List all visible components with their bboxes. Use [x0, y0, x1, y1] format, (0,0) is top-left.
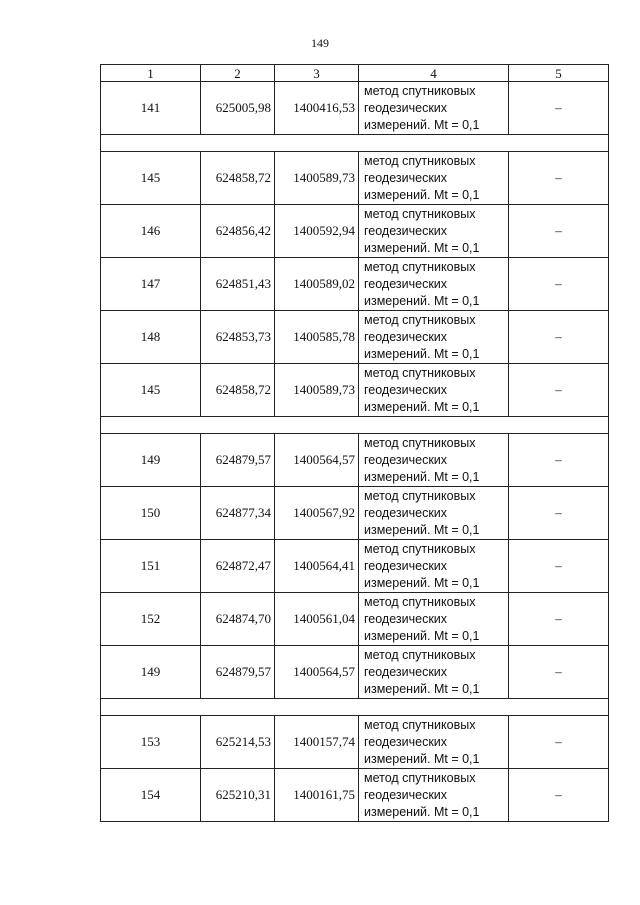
- point-number-cell: 149: [101, 646, 201, 699]
- x-coordinate-cell: 624853,73: [201, 311, 275, 364]
- group-separator-row: [101, 417, 609, 434]
- col5-cell: –: [509, 82, 609, 135]
- table-row: [101, 646, 609, 699]
- table-row: [101, 311, 609, 364]
- point-number-cell: 148: [101, 311, 201, 364]
- method-cell: метод спутниковых геодезических измерений. Mt = 0,1: [359, 205, 509, 258]
- method-cell: метод спутниковых геодезических измерений. Mt = 0,1: [359, 434, 509, 487]
- table-header: [101, 65, 609, 82]
- col5-cell: –: [509, 434, 609, 487]
- x-coordinate-cell: 625214,53: [201, 716, 275, 769]
- table-row: [101, 487, 609, 540]
- method-cell: метод спутниковых геодезических измерений. Mt = 0,1: [359, 82, 509, 135]
- point-number-cell: 145: [101, 152, 201, 205]
- table-row: [101, 434, 609, 487]
- col5-cell: –: [509, 152, 609, 205]
- y-coordinate-cell: 1400564,41: [275, 540, 359, 593]
- table-row: [101, 593, 609, 646]
- point-number-cell: 150: [101, 487, 201, 540]
- x-coordinate-cell: 624877,34: [201, 487, 275, 540]
- x-coordinate-cell: 624874,70: [201, 593, 275, 646]
- method-cell: метод спутниковых геодезических измерений. Mt = 0,1: [359, 716, 509, 769]
- table-row: [101, 205, 609, 258]
- point-number-cell: 151: [101, 540, 201, 593]
- y-coordinate-cell: 1400157,74: [275, 716, 359, 769]
- table-row: [101, 258, 609, 311]
- col5-cell: –: [509, 487, 609, 540]
- point-number-cell: 145: [101, 364, 201, 417]
- group-separator-row: [101, 135, 609, 152]
- x-coordinate-cell: 624879,57: [201, 434, 275, 487]
- y-coordinate-cell: 1400585,78: [275, 311, 359, 364]
- header-col-4: 4: [359, 65, 509, 82]
- x-coordinate-cell: 624872,47: [201, 540, 275, 593]
- separator-cell: [101, 417, 609, 434]
- header-col-1: 1: [101, 65, 201, 82]
- y-coordinate-cell: 1400564,57: [275, 434, 359, 487]
- method-cell: метод спутниковых геодезических измерений. Mt = 0,1: [359, 769, 509, 822]
- point-number-cell: 152: [101, 593, 201, 646]
- table-row: [101, 82, 609, 135]
- header-col-5: 5: [509, 65, 609, 82]
- group-separator-row: [101, 699, 609, 716]
- y-coordinate-cell: 1400561,04: [275, 593, 359, 646]
- method-cell: метод спутниковых геодезических измерений. Mt = 0,1: [359, 540, 509, 593]
- table-row: [101, 364, 609, 417]
- y-coordinate-cell: 1400589,02: [275, 258, 359, 311]
- header-col-3: 3: [275, 65, 359, 82]
- method-cell: метод спутниковых геодезических измерений. Mt = 0,1: [359, 487, 509, 540]
- col5-cell: –: [509, 364, 609, 417]
- point-number-cell: 154: [101, 769, 201, 822]
- method-cell: метод спутниковых геодезических измерений. Mt = 0,1: [359, 364, 509, 417]
- col5-cell: –: [509, 205, 609, 258]
- point-number-cell: 149: [101, 434, 201, 487]
- y-coordinate-cell: 1400589,73: [275, 152, 359, 205]
- x-coordinate-cell: 625210,31: [201, 769, 275, 822]
- method-cell: метод спутниковых геодезических измерений. Mt = 0,1: [359, 311, 509, 364]
- page-number: 149: [311, 36, 329, 50]
- x-coordinate-cell: 624858,72: [201, 364, 275, 417]
- x-coordinate-cell: 624858,72: [201, 152, 275, 205]
- header-col-2: 2: [201, 65, 275, 82]
- col5-cell: –: [509, 646, 609, 699]
- table-row: [101, 769, 609, 822]
- y-coordinate-cell: 1400416,53: [275, 82, 359, 135]
- col5-cell: –: [509, 540, 609, 593]
- y-coordinate-cell: 1400589,73: [275, 364, 359, 417]
- col5-cell: –: [509, 769, 609, 822]
- point-number-cell: 141: [101, 82, 201, 135]
- y-coordinate-cell: 1400567,92: [275, 487, 359, 540]
- col5-cell: –: [509, 593, 609, 646]
- point-number-cell: 146: [101, 205, 201, 258]
- separator-cell: [101, 135, 609, 152]
- col5-cell: –: [509, 311, 609, 364]
- x-coordinate-cell: 625005,98: [201, 82, 275, 135]
- table-row: [101, 152, 609, 205]
- separator-cell: [101, 699, 609, 716]
- point-number-cell: 153: [101, 716, 201, 769]
- method-cell: метод спутниковых геодезических измерений. Mt = 0,1: [359, 258, 509, 311]
- coordinates-table: [100, 64, 609, 822]
- table-row: [101, 716, 609, 769]
- y-coordinate-cell: 1400161,75: [275, 769, 359, 822]
- col5-cell: –: [509, 258, 609, 311]
- table-body: [101, 82, 609, 822]
- col5-cell: –: [509, 716, 609, 769]
- method-cell: метод спутниковых геодезических измерений. Mt = 0,1: [359, 646, 509, 699]
- x-coordinate-cell: 624856,42: [201, 205, 275, 258]
- x-coordinate-cell: 624879,57: [201, 646, 275, 699]
- method-cell: метод спутниковых геодезических измерений. Mt = 0,1: [359, 152, 509, 205]
- method-cell: метод спутниковых геодезических измерений. Mt = 0,1: [359, 593, 509, 646]
- y-coordinate-cell: 1400592,94: [275, 205, 359, 258]
- x-coordinate-cell: 624851,43: [201, 258, 275, 311]
- point-number-cell: 147: [101, 258, 201, 311]
- table-row: [101, 540, 609, 593]
- y-coordinate-cell: 1400564,57: [275, 646, 359, 699]
